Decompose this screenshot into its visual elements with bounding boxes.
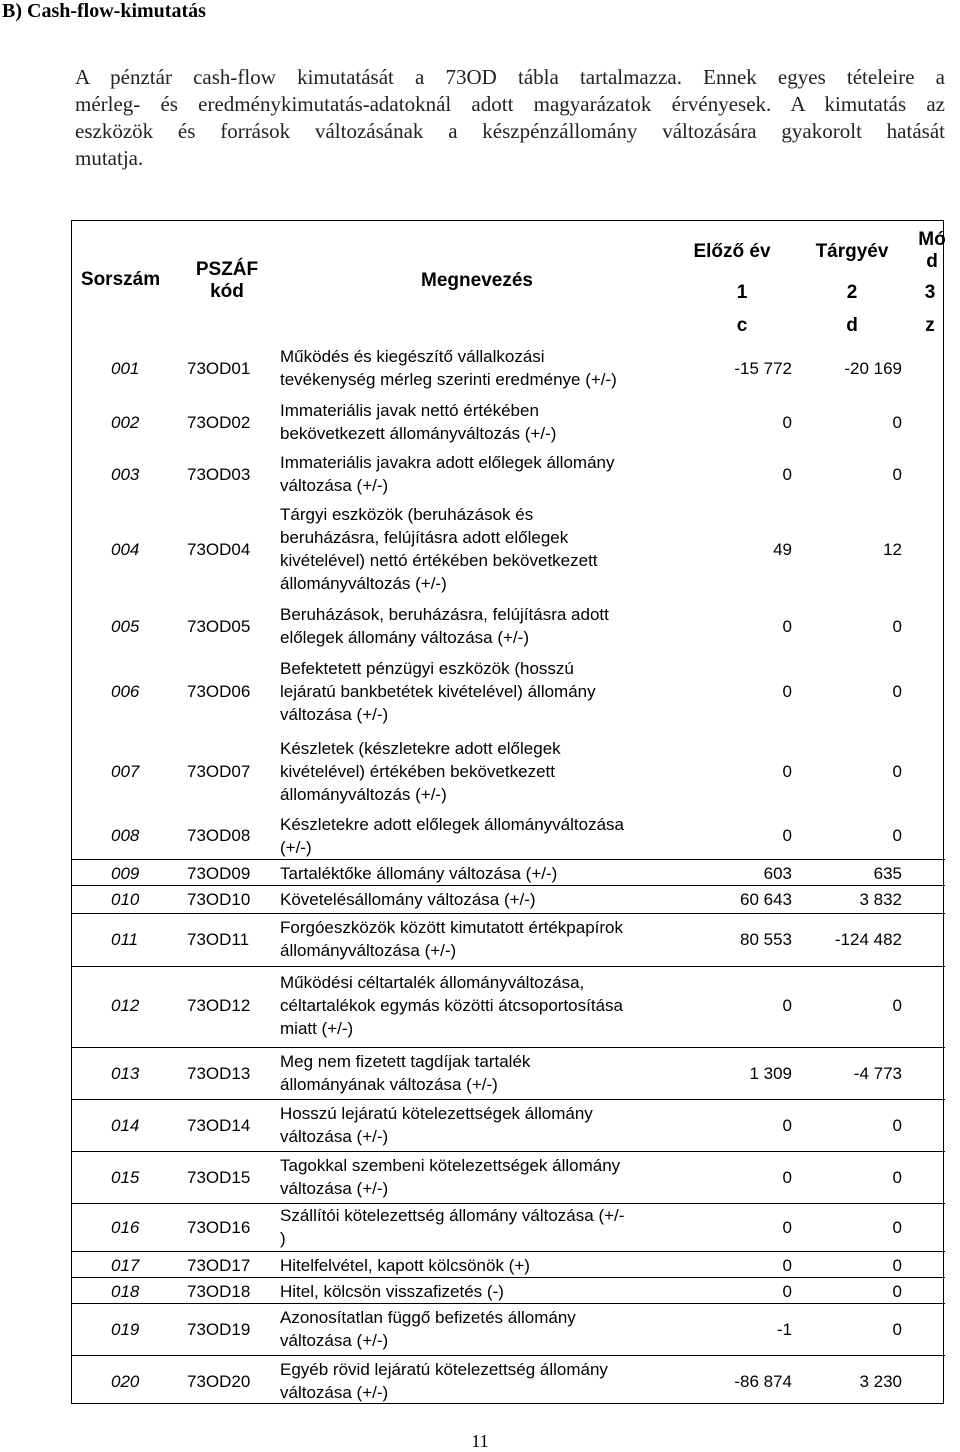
row-pszaf-kod: 73OD16 [187, 1217, 251, 1237]
row-elozo-ev-value: 0 [782, 761, 792, 781]
table-row [72, 501, 945, 597]
row-megnevezes-line: lejáratú bankbetétek kivételével) állomány [280, 681, 596, 701]
header-pszaf-line2: kód [210, 281, 244, 302]
header-mod [912, 229, 952, 273]
header-col-letter: d [846, 315, 858, 336]
table-row [72, 913, 945, 964]
row-megnevezes-line: Egyéb rövid lejáratú kötelezettség állomány [280, 1360, 608, 1379]
row-megnevezes [280, 653, 680, 729]
row-targyev-value: 0 [892, 1319, 902, 1339]
row-megnevezes-line: változása (+/-) [280, 704, 389, 724]
header-col-letter: c [736, 315, 748, 336]
row-targyev-value: 0 [892, 1255, 902, 1275]
row-targyev-value: 0 [892, 616, 902, 636]
row-targyev-value: 0 [892, 1115, 902, 1135]
row-megnevezes [280, 1100, 680, 1150]
row-megnevezes-line: állományának változása (+/-) [280, 1075, 498, 1094]
row-pszaf-kod: 73OD12 [187, 995, 251, 1015]
row-megnevezes-line: Tartaléktőke állomány változása (+/-) [280, 863, 558, 883]
header-pszaf-line1: PSZÁF [195, 259, 259, 280]
row-pszaf-kod: 73OD18 [187, 1281, 251, 1301]
row-megnevezes-line: Működési céltartalék állományváltozása, [280, 972, 585, 992]
row-megnevezes-line: Forgóeszközök között kimutatott értékpapírok [280, 918, 623, 937]
row-sorszam: 007 [111, 761, 140, 781]
row-elozo-ev-value: 0 [782, 412, 792, 432]
row-pszaf-kod: 73OD19 [187, 1319, 251, 1339]
row-megnevezes [280, 343, 680, 393]
table-row [72, 397, 945, 447]
row-megnevezes-line: céltartalékok egymás közötti átcsoportosítása [280, 995, 623, 1015]
row-megnevezes-line: Meg nem fizetett tagdíjak tartalék [280, 1052, 531, 1071]
row-megnevezes [280, 449, 680, 499]
row-megnevezes [280, 501, 680, 597]
row-megnevezes-line: Hosszú lejáratú kötelezettségek állomány [280, 1104, 593, 1123]
row-elozo-ev-value: 60 643 [740, 889, 792, 909]
header-elozo-ev: Előző év [693, 241, 771, 262]
row-sorszam: 009 [111, 863, 140, 883]
row-megnevezes [280, 1278, 680, 1304]
row-sorszam: 005 [111, 616, 140, 636]
table-row [72, 859, 945, 886]
row-megnevezes [280, 967, 680, 1043]
row-elozo-ev-value: 0 [782, 1255, 792, 1275]
row-targyev-value: 0 [892, 681, 902, 701]
table-row [72, 1303, 945, 1354]
row-megnevezes-line: állományváltozás (+/-) [280, 784, 447, 804]
row-pszaf-kod: 73OD14 [187, 1115, 251, 1135]
row-sorszam: 020 [111, 1371, 140, 1391]
row-megnevezes-line: változása (+/-) [280, 1383, 389, 1402]
table-row [72, 1151, 945, 1202]
row-elozo-ev-value: 0 [782, 1167, 792, 1187]
row-sorszam: 001 [111, 358, 140, 378]
table-row [72, 733, 945, 809]
row-megnevezes-line: Tárgyi eszközök (beruházások és [280, 505, 534, 524]
row-megnevezes-line: Befektetett pénzügyi eszközök (hosszú [280, 658, 574, 678]
row-megnevezes [280, 733, 680, 809]
row-megnevezes [280, 1048, 680, 1098]
row-targyev-value: 0 [892, 761, 902, 781]
row-sorszam: 013 [111, 1063, 140, 1083]
row-megnevezes [280, 860, 680, 886]
row-pszaf-kod: 73OD15 [187, 1167, 251, 1187]
cashflow-table [71, 220, 944, 1404]
row-elozo-ev-value: 0 [782, 1115, 792, 1135]
table-row [72, 449, 945, 499]
row-megnevezes-line: Azonosítatlan függő befizetés állomány [280, 1308, 576, 1327]
header-mod-line2: d [926, 251, 938, 272]
table-row [72, 885, 945, 912]
header-sorszam: Sorszám [80, 269, 161, 290]
row-megnevezes [280, 1356, 680, 1406]
table-row [72, 966, 945, 1043]
intro-line: eszközök és források változásának a készpénzállomány változására gyakorolt hatását [75, 119, 945, 143]
row-megnevezes-line: változása (+/-) [280, 1331, 389, 1350]
row-megnevezes-line: bekövetkezett állományváltozás (+/-) [280, 424, 557, 443]
row-pszaf-kod: 73OD20 [187, 1371, 251, 1391]
header-col-letter: z [925, 315, 935, 336]
row-megnevezes-line: előlegek állomány változása (+/-) [280, 628, 529, 647]
row-elozo-ev-value: 80 553 [740, 929, 792, 949]
row-megnevezes-line: változása (+/-) [280, 1127, 389, 1146]
row-targyev-value: -4 773 [853, 1063, 902, 1083]
row-sorszam: 003 [111, 464, 140, 484]
table-row [72, 1203, 945, 1250]
row-targyev-value: 0 [892, 825, 902, 845]
row-elozo-ev-value: 0 [782, 616, 792, 636]
row-sorszam: 011 [111, 929, 139, 949]
row-targyev-value: 0 [892, 995, 902, 1015]
row-elozo-ev-value: 603 [763, 863, 792, 883]
row-pszaf-kod: 73OD11 [187, 929, 250, 949]
row-megnevezes [280, 1252, 680, 1278]
header-targyev: Tárgyév [815, 241, 889, 262]
row-pszaf-kod: 73OD02 [187, 412, 251, 432]
row-megnevezes-line: Tagokkal szembeni kötelezettségek állomány [280, 1156, 621, 1175]
row-megnevezes-line: Készletekre adott előlegek állományváltozása [280, 815, 624, 834]
header-megnevezes: Megnevezés [421, 270, 533, 291]
row-sorszam: 002 [111, 412, 140, 432]
table-row [72, 601, 945, 651]
row-targyev-value: 0 [892, 1281, 902, 1301]
row-targyev-value: -20 169 [844, 358, 902, 378]
intro-line: mutatja. [75, 146, 144, 170]
row-targyev-value: 0 [892, 1217, 902, 1237]
row-megnevezes-line: állományváltozása (+/-) [280, 941, 457, 960]
row-sorszam: 008 [111, 825, 140, 845]
table-row [72, 1099, 945, 1150]
row-targyev-value: 3 230 [859, 1371, 902, 1391]
table-row [72, 1277, 945, 1304]
table-row [72, 1355, 945, 1406]
row-pszaf-kod: 73OD17 [187, 1255, 251, 1275]
table-row [72, 343, 945, 393]
intro-line: A pénztár cash-flow kimutatását a 73OD tábla tartalmazza. Ennek egyes tételeire a [75, 65, 945, 89]
row-megnevezes-line: beruházásra, felújításra adott előlegek [280, 528, 569, 547]
row-megnevezes-line: Hitel, kölcsön visszafizetés (-) [280, 1281, 504, 1301]
row-megnevezes-line: Működés és kiegészítő vállalkozási [280, 347, 545, 366]
row-megnevezes [280, 1304, 680, 1354]
row-pszaf-kod: 73OD01 [187, 358, 251, 378]
row-pszaf-kod: 73OD03 [187, 464, 251, 484]
row-megnevezes [280, 1152, 680, 1202]
row-sorszam: 012 [111, 995, 140, 1015]
row-megnevezes-line: állományváltozás (+/-) [280, 574, 447, 593]
row-pszaf-kod: 73OD06 [187, 681, 251, 701]
row-elozo-ev-value: -1 [776, 1319, 792, 1339]
row-pszaf-kod: 73OD04 [187, 539, 251, 559]
row-sorszam: 014 [111, 1115, 140, 1135]
table-row [72, 653, 945, 729]
row-megnevezes [280, 601, 680, 651]
row-pszaf-kod: 73OD13 [187, 1063, 251, 1083]
row-megnevezes-line: kivételével) nettó értékében bekövetkezett [280, 551, 598, 570]
row-megnevezes-line: Követelésállomány változása (+/-) [280, 889, 536, 909]
header-pszaf [172, 259, 282, 303]
row-megnevezes-line: Beruházások, beruházásra, felújításra adott [280, 605, 609, 624]
intro-paragraph [75, 64, 945, 172]
row-megnevezes-line: Immateriális javakra adott előlegek állomány [280, 453, 615, 472]
row-targyev-value: -124 482 [834, 929, 902, 949]
row-pszaf-kod: 73OD08 [187, 825, 251, 845]
row-pszaf-kod: 73OD10 [187, 889, 251, 909]
row-sorszam: 010 [111, 889, 140, 909]
row-elozo-ev-value: 0 [782, 825, 792, 845]
row-elozo-ev-value: -86 874 [734, 1371, 792, 1391]
row-sorszam: 019 [111, 1319, 140, 1339]
row-megnevezes-line: miatt (+/-) [280, 1018, 354, 1038]
header-col-number: 3 [924, 282, 936, 303]
row-targyev-value: 0 [892, 412, 902, 432]
row-elozo-ev-value: 0 [782, 995, 792, 1015]
row-megnevezes-line: Immateriális javak nettó értékében [280, 401, 539, 420]
row-pszaf-kod: 73OD05 [187, 616, 251, 636]
section-heading: B) Cash-flow-kimutatás [2, 0, 206, 22]
row-megnevezes-line: kivételével) értékében bekövetkezett [280, 761, 555, 781]
row-megnevezes-line: Szállítói kötelezettség állomány változása (+/- [280, 1206, 625, 1225]
row-elozo-ev-value: 1 309 [749, 1063, 792, 1083]
row-sorszam: 016 [111, 1217, 140, 1237]
row-elozo-ev-value: -15 772 [734, 358, 792, 378]
row-elozo-ev-value: 0 [782, 1281, 792, 1301]
row-megnevezes [280, 886, 680, 912]
row-elozo-ev-value: 0 [782, 1217, 792, 1237]
page-number: 11 [471, 1431, 489, 1451]
row-elozo-ev-value: 0 [782, 681, 792, 701]
row-pszaf-kod: 73OD09 [187, 863, 251, 883]
row-megnevezes [280, 914, 680, 964]
row-megnevezes-line: Hitelfelvétel, kapott kölcsönök (+) [280, 1255, 530, 1275]
row-targyev-value: 0 [892, 464, 902, 484]
row-megnevezes [280, 1204, 680, 1250]
table-row [72, 1251, 945, 1278]
table-row [72, 813, 945, 857]
row-elozo-ev-value: 0 [782, 464, 792, 484]
row-sorszam: 018 [111, 1281, 140, 1301]
header-col-number: 1 [736, 282, 748, 303]
row-targyev-value: 12 [883, 539, 902, 559]
row-megnevezes-line: ) [280, 1229, 286, 1248]
row-megnevezes-line: tevékenység mérleg szerinti eredménye (+/-) [280, 370, 617, 389]
row-megnevezes-line: változása (+/-) [280, 476, 389, 495]
row-megnevezes-line: (+/-) [280, 838, 312, 857]
row-targyev-value: 0 [892, 1167, 902, 1187]
row-pszaf-kod: 73OD07 [187, 761, 251, 781]
row-sorszam: 004 [111, 539, 140, 559]
intro-line: mérleg- és eredménykimutatás-adatoknál adott magyarázatok érvényesek. A kimutatás az [75, 92, 945, 116]
table-row [72, 1047, 945, 1098]
row-megnevezes [280, 813, 680, 857]
row-elozo-ev-value: 49 [773, 539, 792, 559]
row-targyev-value: 635 [873, 863, 902, 883]
row-megnevezes-line: változása (+/-) [280, 1179, 389, 1198]
header-mod-line1: Mó [918, 229, 946, 250]
row-sorszam: 015 [111, 1167, 140, 1187]
row-targyev-value: 3 832 [859, 889, 902, 909]
row-sorszam: 006 [111, 681, 140, 701]
row-megnevezes [280, 397, 680, 447]
row-sorszam: 017 [111, 1255, 140, 1275]
row-megnevezes-line: Készletek (készletekre adott előlegek [280, 738, 561, 758]
header-col-number: 2 [846, 282, 858, 303]
